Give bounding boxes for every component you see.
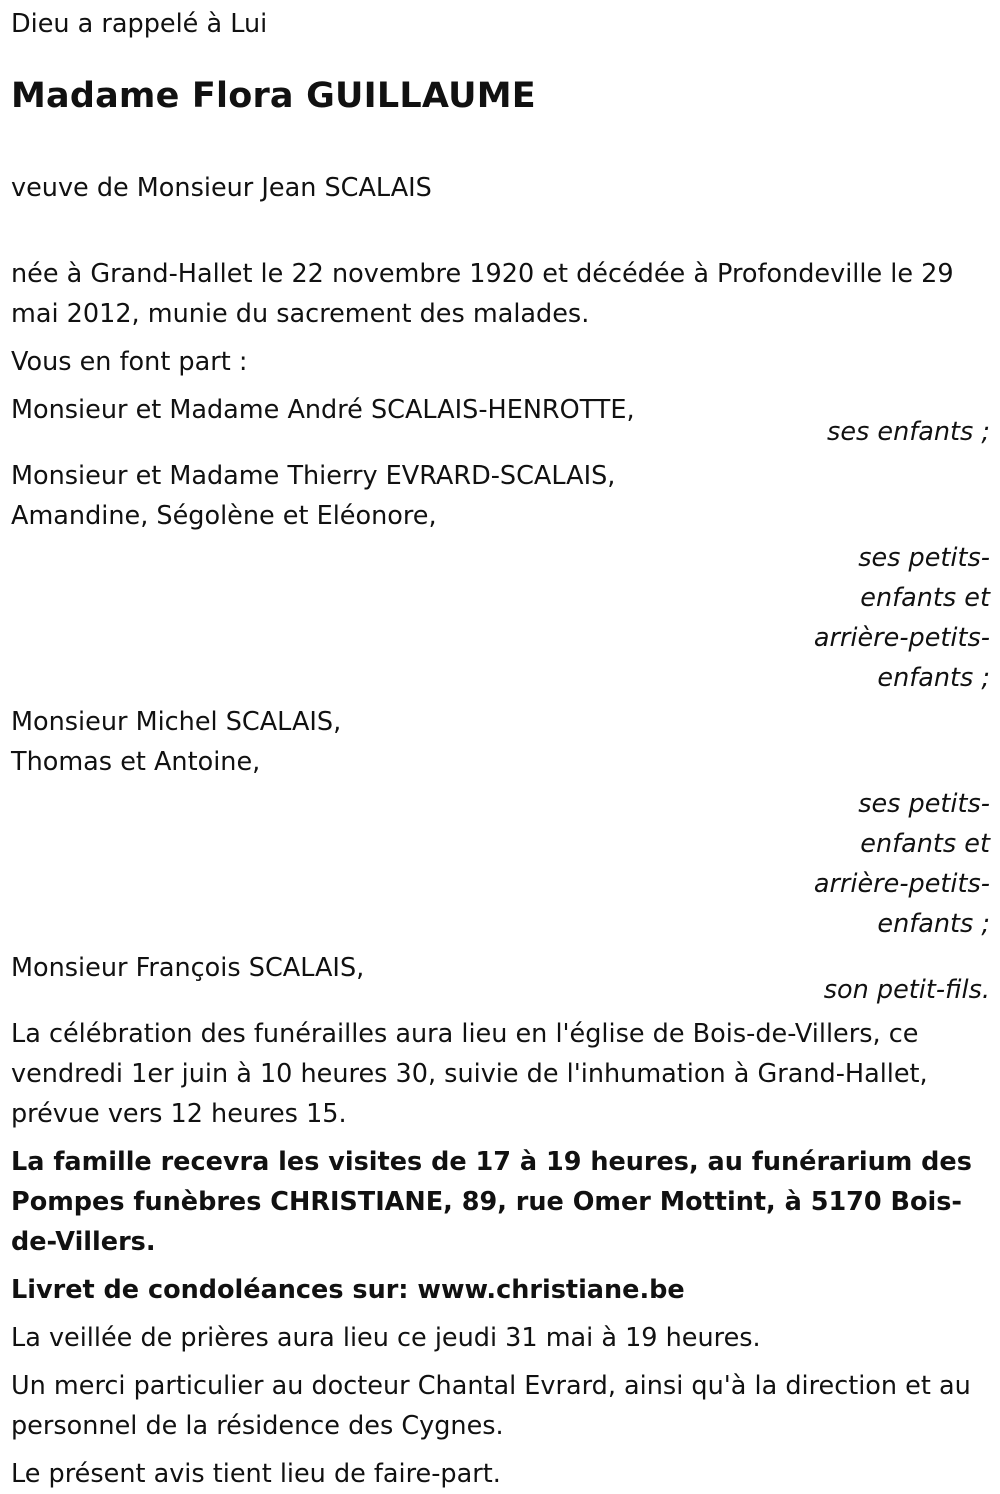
family-group-grandchildren-2 [11,702,990,944]
family-member-line: Monsieur François SCALAIS, [11,953,365,983]
family-member-line: Monsieur et Madame Thierry EVRARD-SCALAIS, [11,461,616,491]
visits-paragraph: La famille recevra les visites de 17 à 19 heures, au funérarium des Pompes funèbres CHRISTIANE, 89, rue Omer Mottint, à 5170 Bois-de-Villers. [11,1147,972,1257]
family-member-line: Thomas et Antoine, [11,747,261,777]
widow-line: veuve de Monsieur Jean SCALAIS [11,173,432,203]
funeral-paragraph: La célébration des funérailles aura lieu en l'église de Bois-de-Villers, ce vendredi 1er juin à 10 heures 30, suivie de l'inhumation à Grand-Hallet, prévue vers 12 heures 15. [11,1019,928,1129]
family-group-grandson [11,948,990,1010]
family-member-line: Monsieur Michel SCALAIS, [11,707,342,737]
vigil-paragraph: La veillée de prières aura lieu ce jeudi 31 mai à 19 heures. [11,1323,761,1353]
condolences-paragraph: Livret de condoléances sur: www.christiane.be [11,1275,685,1305]
birth-death-line: née à Grand-Hallet le 22 novembre 1920 et décédée à Profondeville le 29 mai 2012, munie du sacrement des malades. [11,259,954,329]
family-relation: son petit-fils. [823,975,990,1005]
family-group-children [11,390,990,452]
family-group-grandchildren-1 [11,456,990,698]
family-relation: ses enfants ; [827,417,990,447]
thanks-paragraph: Un merci particulier au docteur Chantal Evrard, ainsi qu'à la direction et au personnel de la résidence des Cygnes. [11,1371,971,1441]
announce-line: Vous en font part : [11,347,248,377]
family-member-line: Monsieur et Madame André SCALAIS-HENROTTE, [11,395,635,425]
intro-line: Dieu a rappelé à Lui [11,9,268,39]
family-relation: ses petits-enfants et arrière-petits-enfants ; [813,543,990,693]
closing-paragraph: Le présent avis tient lieu de faire-part. [11,1459,501,1489]
deceased-name: Madame Flora GUILLAUME [11,76,536,116]
family-member-line: Amandine, Ségolène et Eléonore, [11,501,437,531]
family-relation: ses petits-enfants et arrière-petits-enfants ; [813,789,990,939]
